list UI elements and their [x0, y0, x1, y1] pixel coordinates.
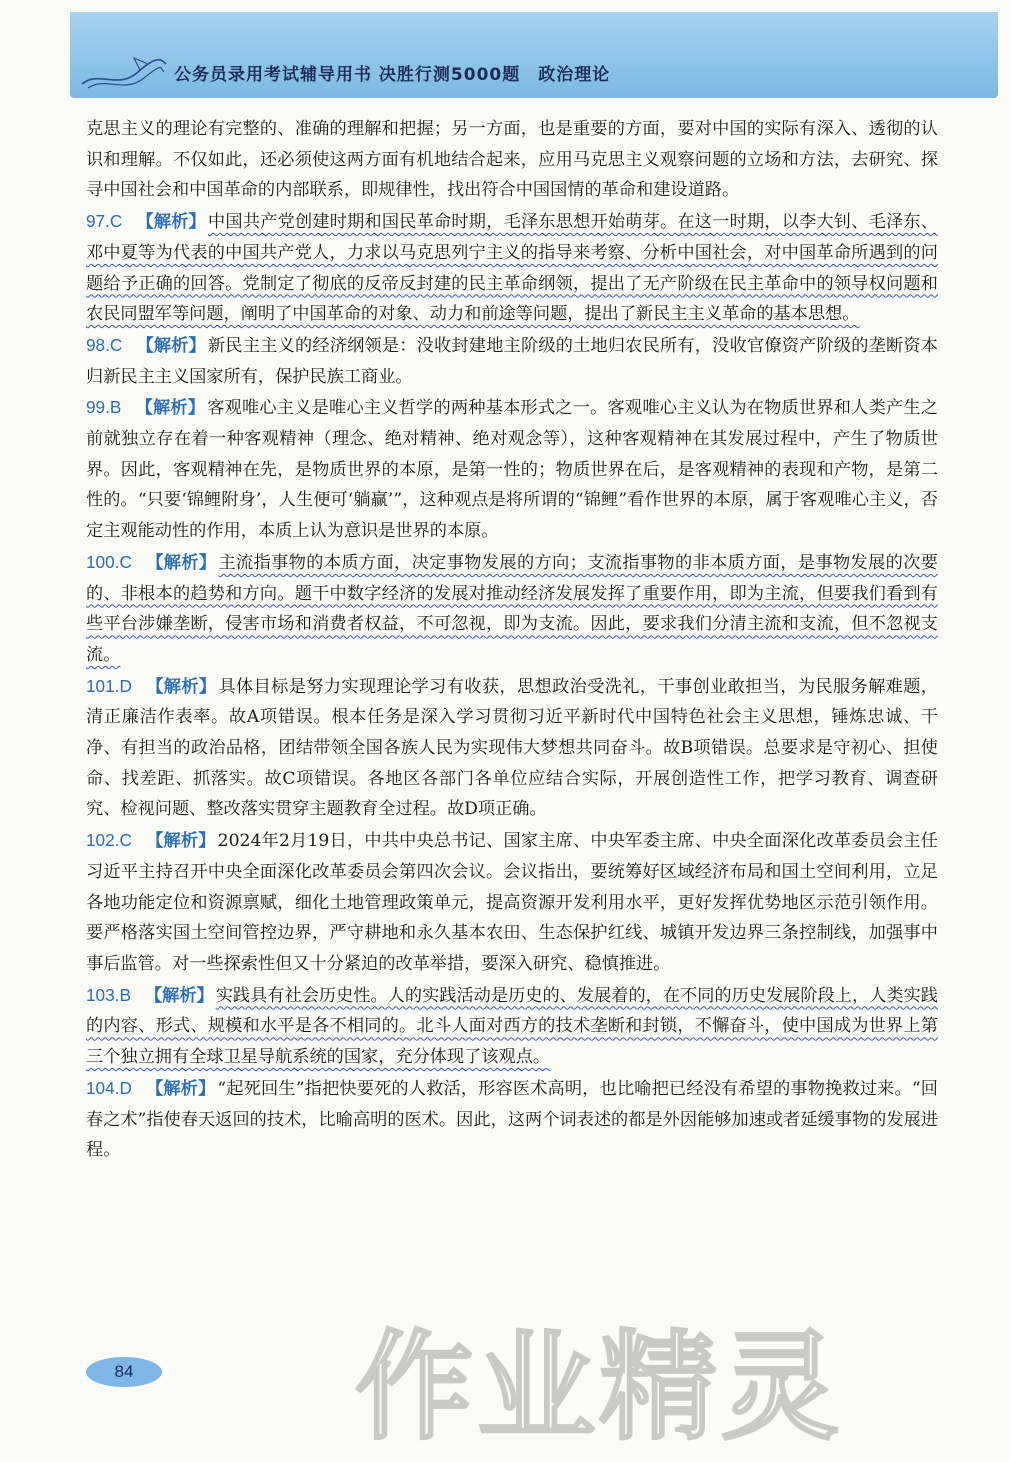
answer-number: 97.C — [86, 211, 123, 232]
answer-number: 101.D — [86, 675, 132, 696]
answer-item-104 — [86, 1073, 938, 1166]
answer-number: 100.C — [86, 551, 132, 572]
answer-item-103 — [86, 980, 938, 1073]
analysis-tag: 【解析】 — [145, 552, 217, 573]
continuation-paragraph: 克思主义的理论有完整的、准确的理解和把握；另一方面，也是重要的方面，要对中国的实际有深入、透彻的认识和理解。不仅如此，还必须使这两方面有机地结合起来，应用马克思主义观察问题的立场和方法，去研究、探寻中国社会和中国革命的内部联系，即规律性，找出符合中国国情的革命和建设道路。 — [86, 119, 938, 201]
highlighted-explanation: 主流指事物的本质方面，决定事物发展的方向；支流指事物的非本质方面，是事物发展的次要的、非根本的趋势和方向。题干中数字经济的发展对推动经济发展发挥了重要作用，即为主流，但要我们看到有些平台涉嫌垄断，侵害市场和消费者权益，不可忽视，即为支流。因此，要求我们分清主流和支流，但不忽视支流。 — [86, 552, 938, 665]
answer-item-99 — [86, 392, 938, 547]
answer-number: 98.C — [86, 334, 123, 355]
answer-number: 104.D — [86, 1077, 132, 1098]
analysis-tag: 【解析】 — [135, 398, 206, 419]
answer-item-100 — [86, 547, 938, 671]
answer-number: 103.B — [86, 984, 131, 1005]
explanation-text: “起死回生”指把快要死的人救活，形容医术高明，也比喻把已经没有希望的事物挽救过来。“回春之术”指使春天返回的技术，比喻高明的医术。因此，这两个词表述的都是外因能够加速或者延缓事物的发展进程。 — [86, 1078, 938, 1161]
highlighted-explanation: 中国共产党创建时期和国民革命时期，毛泽东思想开始萌芽。在这一时期，以李大钊、毛泽东、邓中夏等为代表的中国共产党人，力求以马克思列宁主义的指导来考察、分析中国社会，对中国革命所遇到的问题给予正确的回答。党制定了彻底的反帝反封建的民主革命纲领，提出了无产阶级在民主革命中的领导权问题和农民同盟军等问题，阐明了中国革命的对象、动力和前途等问题，提出了新民主主义革命的基本思想。 — [86, 212, 938, 325]
page-number: 84 — [86, 1357, 162, 1387]
answer-item-97 — [86, 206, 938, 330]
answer-item-101 — [86, 671, 938, 826]
watermark: 作业精灵 — [355, 1318, 844, 1456]
ribbon-logo-icon — [78, 50, 168, 94]
page-header — [70, 12, 998, 98]
book-title: 公务员录用考试辅导用书 决胜行测5000题 政治理论 — [174, 65, 611, 85]
analysis-tag: 【解析】 — [145, 676, 217, 697]
answer-number: 102.C — [86, 830, 132, 851]
answer-number: 99.B — [86, 397, 122, 418]
answer-item-98 — [86, 330, 938, 392]
explanation-text: 2024年2月19日，中共中央总书记、国家主席、中央军委主席、中央全面深化改革委员会主任习近平主持召开中央全面深化改革委员会第四次会议。会议指出，要统筹好区域经济布局和国土空间利用，立足各地功能定位和资源禀赋，细化土地管理政策单元，提高资源开发利用水平，更好发挥优势地区示范引领作用。要严格落实国土空间管控边界，严守耕地和永久基本农田、生态保护红线、城镇开发边界三条控制线，加强事中事后监管。对一些探索性但又十分紧迫的改革举措，要深入研究、稳慎推进。 — [86, 831, 938, 974]
analysis-tag: 【解析】 — [136, 212, 207, 233]
answer-item-102 — [86, 825, 938, 980]
explanation-text: 具体目标是努力实现理论学习有收获，思想政治受洗礼，干事创业敢担当，为民服务解难题，清正廉洁作表率。故A项错误。根本任务是深入学习贯彻习近平新时代中国特色社会主义思想，锤炼忠诚、干净、有担当的政治品格，团结带领全国各族人民为实现伟大梦想共同奋斗。故B项错误。总要求是守初心、担使命、找差距、抓落实。故C项错误。各地区各部门各单位应结合实际，开展创造性工作，把学习教育、调查研究、检视问题、整改落实贯穿主题教育全过程。故D项正确。 — [86, 676, 938, 820]
explanation-text: 客观唯心主义是唯心主义哲学的两种基本形式之一。客观唯心主义认为在物质世界和人类产生之前就独立存在着一种客观精神（理念、绝对精神、绝对观念等），这种客观精神在其发展过程中，产生了物质世界。因此，客观精神在先，是物质世界的本原，是第一性的；物质世界在后，是客观精神的表现和产物，是第二性的。“只要‘锦鲤附身’，人生便可‘躺赢’”，这种观点是将所谓的“锦鲤”看作世界的本原，属于客观唯心主义，否定主观能动性的作用，本质上认为意识是世界的本原。 — [86, 398, 938, 542]
answer-explanations — [86, 114, 938, 1166]
analysis-tag: 【解析】 — [144, 985, 214, 1006]
analysis-tag: 【解析】 — [145, 831, 216, 852]
analysis-tag: 【解析】 — [136, 335, 207, 356]
analysis-tag: 【解析】 — [145, 1078, 216, 1099]
explanation-text: 新民主主义的经济纲领是：没收封建地主阶级的土地归农民所有，没收官僚资产阶级的垄断资本归新民主主义国家所有，保护民族工商业。 — [86, 335, 938, 387]
highlighted-explanation: 实践具有社会历史性。人的实践活动是历史的、发展着的，在不同的历史发展阶段上，人类实践的内容、形式、规模和水平是各不相同的。北斗人面对西方的技术垄断和封锁，不懈奋斗，使中国成为世界上第三个独立拥有全球卫星导航系统的国家，充分体现了该观点。 — [86, 985, 938, 1068]
